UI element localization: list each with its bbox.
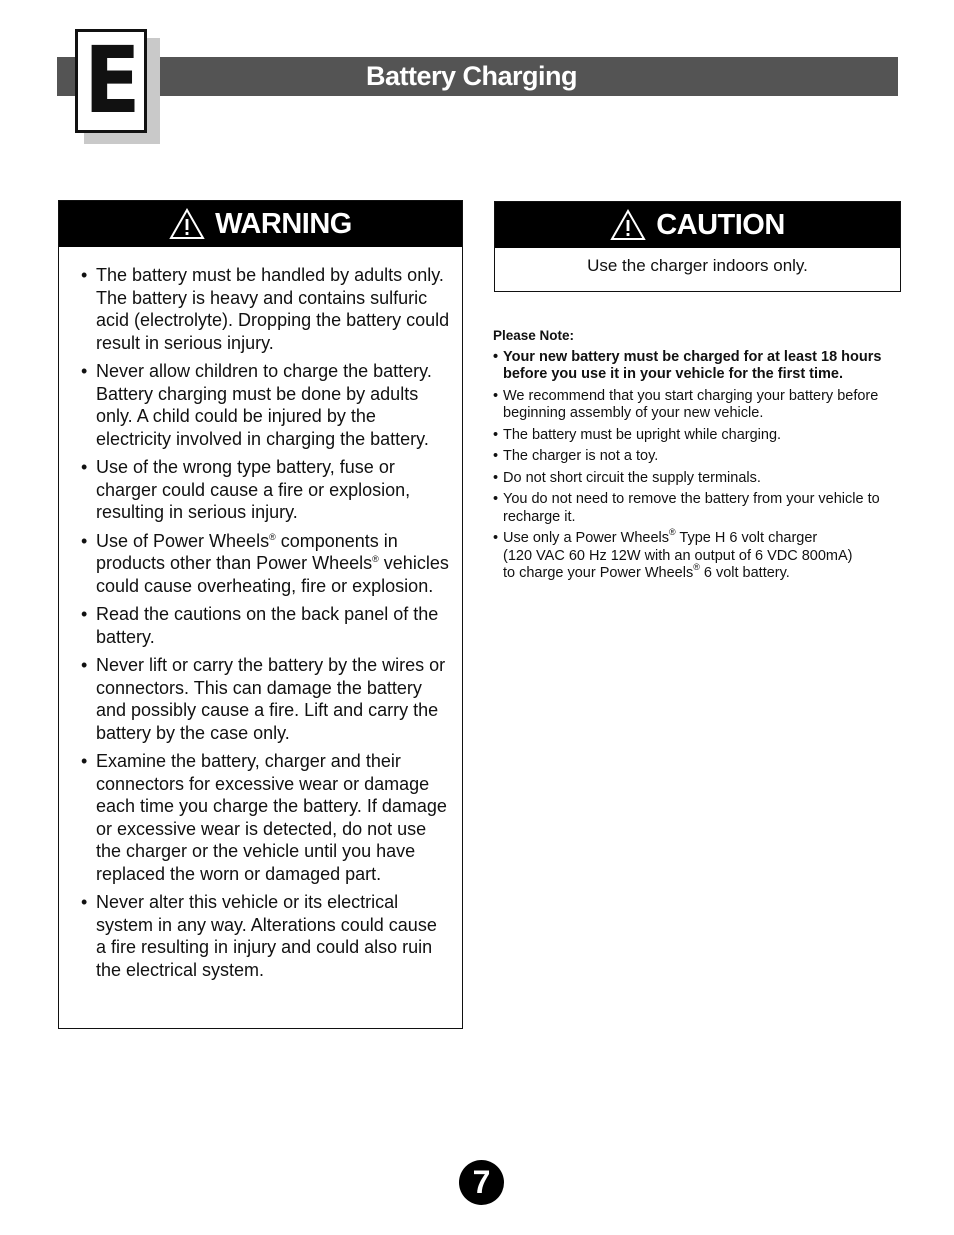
warning-box [58,200,463,1029]
please-note-heading: Please Note: [493,328,575,343]
warning-item: • Read the cautions on the back panel of the battery. [81,603,450,648]
section-letter-box [75,29,147,133]
caution-header [495,202,900,248]
registered-mark: ® [372,554,379,564]
warning-item: • Use of the wrong type battery, fuse or charger could cause a fire or explosion, resulting in serious injury. [81,456,450,524]
caution-title: CAUTION [656,208,785,241]
registered-mark: ® [269,531,276,542]
section-letter: E [83,27,139,134]
note-item: • Use only a Power Wheels® Type H 6 volt charger (120 VAC 60 Hz 12W with an output of 6 VDC 800mA) to charge your Power Wheels® 6 volt battery. [493,530,898,583]
note-item: • The charger is not a toy. [493,448,898,466]
warning-triangle-icon [610,209,646,241]
warning-item: • Never alter this vehicle or its electrical system in any way. Alterations could cause a fire resulting in injury and could also ruin the electrical system. [81,891,450,981]
warning-title: WARNING [215,207,352,240]
warning-item: • Examine the battery, charger and their connectors for excessive wear or damage each time you charge the battery. If damage or excessive wear is detected, do not use the charger or the vehicle until you have replaced the worn or damaged part. [81,750,450,885]
warning-list [59,247,462,981]
warning-item: • Use of Power Wheels® components in products other than Power Wheels® vehicles could cause overheating, fire or explosion. [81,530,450,598]
note-item: • Your new battery must be charged for at least 18 hours before you use it in your vehicle for the first time. [493,349,898,384]
page-number: 7 [459,1160,504,1205]
caution-text: Use the charger indoors only. [587,256,808,275]
please-note-section [493,327,898,587]
note-item: • We recommend that you start charging your battery before beginning assembly of your new vehicle. [493,388,898,423]
please-note-list [493,349,898,583]
registered-mark: ® [669,527,676,537]
warning-triangle-icon [169,208,205,240]
page-title: Battery Charging [366,61,578,91]
note-item: • Do not short circuit the supply terminals. [493,470,898,488]
warning-item: • Never lift or carry the battery by the wires or connectors. This can damage the battery and possibly cause a fire. Lift and carry the battery by the case only. [81,654,450,744]
note-item: • You do not need to remove the battery from your vehicle to recharge it. [493,491,898,526]
warning-header [59,201,462,247]
warning-item: • The battery must be handled by adults only. The battery is heavy and contains sulfuric acid (electrolyte). Dropping the battery could result in serious injury. [81,264,450,354]
registered-mark: ® [693,562,700,572]
caution-box [494,201,901,292]
warning-item: • Never allow children to charge the battery. Battery charging must be done by adults only. A child could be injured by the electricity involved in charging the battery. [81,360,450,450]
note-item: • The battery must be upright while charging. [493,427,898,445]
